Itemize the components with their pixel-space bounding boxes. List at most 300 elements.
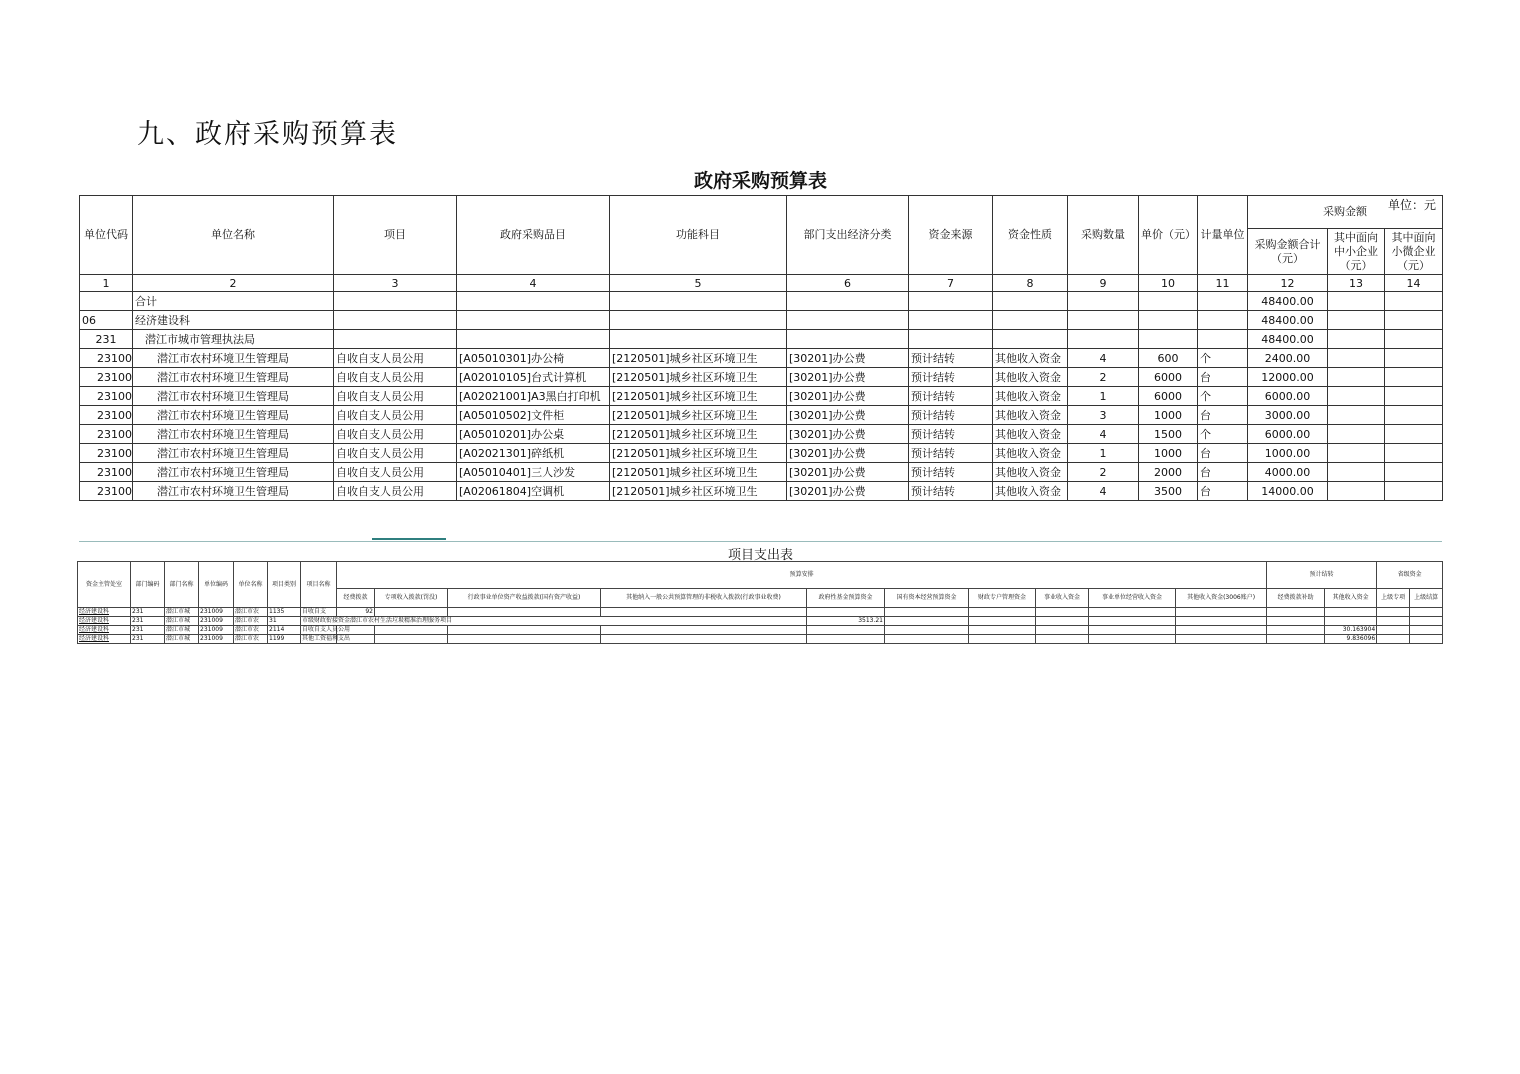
empty-cell [1068, 330, 1139, 349]
cell-name: 潜江市农村环境卫生管理局 [133, 444, 334, 463]
cell-func: [2120501]城乡社区环境卫生 [610, 425, 787, 444]
empty-cell [601, 635, 807, 644]
cell-qty: 2 [1068, 368, 1139, 387]
cell-source: 预计结转 [909, 406, 993, 425]
cell-econ: [30201]办公费 [787, 425, 909, 444]
cell-unit: 台 [1198, 463, 1248, 482]
cell-source: 预计结转 [909, 482, 993, 501]
cell-micro [1385, 387, 1443, 406]
cell-nature: 其他收入资金 [993, 387, 1068, 406]
empty-cell [1410, 617, 1443, 626]
summary-amount: 48400.00 [1248, 292, 1328, 311]
cell-micro [1385, 349, 1443, 368]
t2-sub-budget: 政府性基金预算资金 [807, 589, 885, 608]
procurement-row [80, 406, 1443, 425]
t2-sub-budget: 其他纳入一般公共预算管理的非税收入拨款(行政事业收费) [601, 589, 807, 608]
header-procurement-item: 政府采购品目 [457, 196, 610, 275]
t2-sub-carry: 经费拨款补助 [1267, 589, 1325, 608]
project-row [78, 617, 1443, 626]
empty-cell [1410, 635, 1443, 644]
cell-ucode: 231009 [199, 617, 234, 626]
procurement-row [80, 463, 1443, 482]
cell-micro [1385, 444, 1443, 463]
column-number-row [80, 275, 1443, 292]
t2-group-budget: 预算安排 [337, 562, 1267, 589]
cell-price: 600 [1139, 349, 1198, 368]
procurement-row [80, 482, 1443, 501]
cell-func: [2120501]城乡社区环境卫生 [610, 387, 787, 406]
empty-cell [448, 626, 601, 635]
summary-row [80, 311, 1443, 330]
empty-cell [1328, 292, 1385, 311]
cell-item: [A05010401]三人沙发 [457, 463, 610, 482]
empty-cell [457, 330, 610, 349]
cell-sme [1328, 482, 1385, 501]
page-heading: 九、政府采购预算表 [137, 119, 398, 150]
cell-project: 自收自支人员公用 [334, 387, 457, 406]
cell-econ: [30201]办公费 [787, 368, 909, 387]
cell-dname: 潜江市城 [165, 608, 199, 617]
empty-cell [334, 311, 457, 330]
cell-sme [1328, 463, 1385, 482]
cell-qty: 4 [1068, 482, 1139, 501]
cell-price: 1000 [1139, 406, 1198, 425]
empty-cell [1176, 617, 1267, 626]
empty-cell [1385, 330, 1443, 349]
cell-total: 2400.00 [1248, 349, 1328, 368]
header-measure-unit: 计量单位 [1198, 196, 1248, 275]
empty-cell [1176, 626, 1267, 635]
cell-qty: 3 [1068, 406, 1139, 425]
project-expense-table [77, 561, 1443, 644]
cell-pname: 自收自支人员公用 [302, 626, 351, 633]
cell-price: 2000 [1139, 463, 1198, 482]
empty-cell [1198, 292, 1248, 311]
summary-row [80, 292, 1443, 311]
cell-source: 预计结转 [909, 368, 993, 387]
cell-budget-gov-fund: 3513.21 [807, 617, 885, 626]
empty-cell [1267, 608, 1325, 617]
t2-sub-province: 上级专项 [1377, 589, 1410, 608]
decorative-divider [372, 538, 446, 540]
empty-cell [1377, 608, 1410, 617]
empty-cell [1068, 311, 1139, 330]
empty-cell [1198, 311, 1248, 330]
empty-cell [1267, 626, 1325, 635]
cell-uname: 潜江市农 [234, 617, 268, 626]
cell-project: 自收自支人员公用 [334, 368, 457, 387]
t2-sub-budget: 行政事业单位资产收益拨款(国有资产收益) [448, 589, 601, 608]
cell-micro [1385, 406, 1443, 425]
cell-nature: 其他收入资金 [993, 425, 1068, 444]
header-unit-price: 单价（元） [1139, 196, 1198, 275]
cell-dept: 经济建设科 [78, 635, 131, 644]
cell-sme [1328, 444, 1385, 463]
empty-cell [993, 292, 1068, 311]
cell-price: 6000 [1139, 387, 1198, 406]
cell-name: 潜江市农村环境卫生管理局 [133, 349, 334, 368]
empty-cell [885, 608, 969, 617]
procurement-row [80, 444, 1443, 463]
empty-cell [1410, 608, 1443, 617]
cell-qty: 1 [1068, 444, 1139, 463]
procurement-row [80, 387, 1443, 406]
cell-econ: [30201]办公费 [787, 406, 909, 425]
t2-sub-budget: 财政专户管理资金 [969, 589, 1036, 608]
header-function-subject: 功能科目 [610, 196, 787, 275]
t2-sub-province: 上级结算 [1410, 589, 1443, 608]
header-amount-total: 采购金额合计（元） [1248, 229, 1328, 275]
cell-code: 23100 [80, 368, 133, 387]
empty-cell [909, 311, 993, 330]
t2-header-left: 单位编码 [199, 562, 234, 608]
cell-code: 231 [131, 608, 165, 617]
header-fund-nature: 资金性质 [993, 196, 1068, 275]
t2-group-province: 省级资金 [1377, 562, 1443, 589]
header-amount-group: 采购金额 [1248, 196, 1443, 229]
empty-cell [1036, 626, 1089, 635]
cell-carry-other: 9.836096 [1325, 635, 1377, 644]
empty-cell [1385, 311, 1443, 330]
cell-dept: 经济建设科 [78, 608, 131, 617]
cell-item: [A05010201]办公桌 [457, 425, 610, 444]
procurement-table [79, 195, 1443, 501]
summary-code: 231 [80, 330, 133, 349]
cell-project: 自收自支人员公用 [334, 425, 457, 444]
cell-source: 预计结转 [909, 463, 993, 482]
cell-source: 预计结转 [909, 349, 993, 368]
cell-total: 6000.00 [1248, 425, 1328, 444]
project-row [78, 608, 1443, 617]
t2-sub-budget: 经费拨款 [337, 589, 375, 608]
unit-label: 单位：元 [1387, 198, 1436, 212]
cell-dname: 潜江市城 [165, 635, 199, 644]
cell-econ: [30201]办公费 [787, 349, 909, 368]
cell-budget-funding: 92 [337, 608, 375, 617]
cell-project: 自收自支人员公用 [334, 444, 457, 463]
cell-econ: [30201]办公费 [787, 387, 909, 406]
header-project: 项目 [334, 196, 457, 275]
summary-name: 潜江市城市管理执法局 [133, 330, 334, 349]
cell-name: 潜江市农村环境卫生管理局 [133, 368, 334, 387]
cell-pname: 自收自支 [301, 608, 337, 617]
header-unit-code: 单位代码 [80, 196, 133, 275]
empty-cell [993, 330, 1068, 349]
cell-dept: 经济建设科 [78, 626, 131, 635]
project-row [78, 635, 1443, 644]
empty-cell [1089, 635, 1176, 644]
cell-nature: 其他收入资金 [993, 406, 1068, 425]
cell-uname: 潜江市农 [234, 626, 268, 635]
cell-budget-gov-fund [807, 626, 885, 635]
col-number: 3 [334, 275, 457, 292]
t2-sub-carry: 其他收入资金 [1325, 589, 1377, 608]
empty-cell [1377, 617, 1410, 626]
empty-cell [1328, 330, 1385, 349]
cell-total: 6000.00 [1248, 387, 1328, 406]
t2-sub-budget: 事业单位经营收入资金 [1089, 589, 1176, 608]
header-amount-micro: 其中面向小微企业（元） [1385, 229, 1443, 275]
t2-header-left: 资金主管处室 [78, 562, 131, 608]
empty-cell [1036, 608, 1089, 617]
cell-item: [A02010105]台式计算机 [457, 368, 610, 387]
cell-total: 12000.00 [1248, 368, 1328, 387]
cell-micro [1385, 463, 1443, 482]
empty-cell [448, 608, 601, 617]
cell-ucode: 231009 [199, 626, 234, 635]
cell-qty: 2 [1068, 463, 1139, 482]
cell-code: 23100 [80, 463, 133, 482]
cell-func: [2120501]城乡社区环境卫生 [610, 406, 787, 425]
procurement-table-title: 政府采购预算表 [693, 170, 827, 192]
empty-cell [969, 626, 1036, 635]
summary-amount: 48400.00 [1248, 330, 1328, 349]
col-number: 1 [80, 275, 133, 292]
cell-cat: 2114 [268, 626, 301, 635]
col-number: 8 [993, 275, 1068, 292]
col-number: 6 [787, 275, 909, 292]
empty-cell [787, 330, 909, 349]
cell-code: 23100 [80, 482, 133, 501]
empty-cell [885, 635, 969, 644]
cell-price: 3500 [1139, 482, 1198, 501]
cell-econ: [30201]办公费 [787, 444, 909, 463]
cell-sme [1328, 368, 1385, 387]
header-amount-sme: 其中面向中小企业（元） [1328, 229, 1385, 275]
cell-dname: 潜江市城 [165, 626, 199, 635]
empty-cell [457, 292, 610, 311]
cell-nature: 其他收入资金 [993, 482, 1068, 501]
cell-price: 1500 [1139, 425, 1198, 444]
empty-cell [993, 311, 1068, 330]
project-expense-title: 项目支出表 [79, 541, 1442, 563]
summary-row [80, 330, 1443, 349]
cell-cat: 1199 [268, 635, 301, 644]
empty-cell [1410, 626, 1443, 635]
cell-nature: 其他收入资金 [993, 444, 1068, 463]
cell-name: 潜江市农村环境卫生管理局 [133, 482, 334, 501]
empty-cell [1176, 635, 1267, 644]
t2-sub-budget: 事业收入资金 [1036, 589, 1089, 608]
cell-qty: 1 [1068, 387, 1139, 406]
cell-func: [2120501]城乡社区环境卫生 [610, 444, 787, 463]
cell-code: 231 [131, 635, 165, 644]
cell-code: 23100 [80, 349, 133, 368]
cell-unit: 台 [1198, 406, 1248, 425]
cell-cat: 1135 [268, 608, 301, 617]
cell-name: 潜江市农村环境卫生管理局 [133, 406, 334, 425]
empty-cell [1089, 617, 1176, 626]
cell-project: 自收自支人员公用 [334, 463, 457, 482]
cell-budget-gov-fund [807, 608, 885, 617]
empty-cell [787, 311, 909, 330]
cell-unit: 台 [1198, 482, 1248, 501]
cell-dept: 经济建设科 [78, 617, 131, 626]
header-unit-name: 单位名称 [133, 196, 334, 275]
empty-cell [885, 626, 969, 635]
cell-func: [2120501]城乡社区环境卫生 [610, 349, 787, 368]
cell-unit: 台 [1198, 444, 1248, 463]
cell-name: 潜江市农村环境卫生管理局 [133, 463, 334, 482]
cell-carry-other [1325, 608, 1377, 617]
empty-cell [610, 330, 787, 349]
empty-cell [601, 608, 807, 617]
empty-cell [1139, 292, 1198, 311]
empty-cell [448, 635, 601, 644]
empty-cell [969, 608, 1036, 617]
cell-func: [2120501]城乡社区环境卫生 [610, 368, 787, 387]
cell-uname: 潜江市农 [234, 608, 268, 617]
col-number: 13 [1328, 275, 1385, 292]
cell-nature: 其他收入资金 [993, 368, 1068, 387]
cell-econ: [30201]办公费 [787, 482, 909, 501]
cell-sme [1328, 349, 1385, 368]
cell-pname: 其他工资福利支出 [302, 635, 351, 642]
summary-code: 06 [80, 311, 133, 330]
cell-project: 自收自支人员公用 [334, 406, 457, 425]
cell-micro [1385, 482, 1443, 501]
summary-amount: 48400.00 [1248, 311, 1328, 330]
cell-item: [A02021001]A3黑白打印机 [457, 387, 610, 406]
cell-nature: 其他收入资金 [993, 463, 1068, 482]
empty-cell [610, 292, 787, 311]
header-economic-class: 部门支出经济分类 [787, 196, 909, 275]
cell-func: [2120501]城乡社区环境卫生 [610, 482, 787, 501]
empty-cell [457, 311, 610, 330]
empty-cell [334, 292, 457, 311]
cell-code: 231 [131, 617, 165, 626]
cell-sme [1328, 387, 1385, 406]
col-number: 5 [610, 275, 787, 292]
t2-sub-budget: 其他收入资金(3006账户) [1176, 589, 1267, 608]
procurement-row [80, 368, 1443, 387]
cell-source: 预计结转 [909, 444, 993, 463]
cell-total: 4000.00 [1248, 463, 1328, 482]
empty-cell [334, 330, 457, 349]
empty-cell [1068, 292, 1139, 311]
empty-cell [1328, 311, 1385, 330]
empty-cell [969, 635, 1036, 644]
cell-budget-gov-fund [807, 635, 885, 644]
cell-unit: 个 [1198, 349, 1248, 368]
header-fund-source: 资金来源 [909, 196, 993, 275]
procurement-row [80, 425, 1443, 444]
empty-cell [1385, 292, 1443, 311]
cell-total: 3000.00 [1248, 406, 1328, 425]
empty-cell [1139, 311, 1198, 330]
cell-total: 1000.00 [1248, 444, 1328, 463]
cell-price: 1000 [1139, 444, 1198, 463]
empty-cell [1267, 617, 1325, 626]
empty-cell [1089, 626, 1176, 635]
cell-micro [1385, 425, 1443, 444]
cell-unit: 台 [1198, 368, 1248, 387]
cell-item: [A02021301]碎纸机 [457, 444, 610, 463]
cell-code: 23100 [80, 444, 133, 463]
cell-name: 潜江市农村环境卫生管理局 [133, 425, 334, 444]
empty-cell [1377, 635, 1410, 644]
summary-name: 经济建设科 [133, 311, 334, 330]
t2-header-left: 项目名称 [301, 562, 337, 608]
cell-project: 自收自支人员公用 [334, 349, 457, 368]
cell-uname: 潜江市农 [234, 635, 268, 644]
t2-header-left: 部门编码 [131, 562, 165, 608]
t2-sub-budget: 国有资本经营预算资金 [885, 589, 969, 608]
cell-dname: 潜江市城 [165, 617, 199, 626]
col-number: 14 [1385, 275, 1443, 292]
empty-cell [787, 292, 909, 311]
cell-sme [1328, 406, 1385, 425]
cell-unit: 个 [1198, 425, 1248, 444]
col-number: 7 [909, 275, 993, 292]
procurement-row [80, 349, 1443, 368]
cell-unit: 个 [1198, 387, 1248, 406]
cell-econ: [30201]办公费 [787, 463, 909, 482]
cell-code: 23100 [80, 406, 133, 425]
empty-cell [1176, 608, 1267, 617]
empty-cell [1089, 608, 1176, 617]
cell-name: 潜江市农村环境卫生管理局 [133, 387, 334, 406]
cell-item: [A05010502]文件柜 [457, 406, 610, 425]
header-quantity: 采购数量 [1068, 196, 1139, 275]
cell-pname: 市级财政衔接资金潜江市农村生活垃圾精准治理服务项目 [301, 617, 807, 626]
empty-cell [375, 608, 448, 617]
cell-ucode: 231009 [199, 608, 234, 617]
cell-carry-other [1325, 617, 1377, 626]
col-number: 4 [457, 275, 610, 292]
cell-ucode: 231009 [199, 635, 234, 644]
col-number: 10 [1139, 275, 1198, 292]
cell-micro [1385, 368, 1443, 387]
empty-cell [1198, 330, 1248, 349]
t2-header-left: 单位名称 [234, 562, 268, 608]
t2-sub-budget: 专项收入拨款(罚没) [375, 589, 448, 608]
empty-cell [1267, 635, 1325, 644]
cell-price: 6000 [1139, 368, 1198, 387]
cell-item: [A02061804]空调机 [457, 482, 610, 501]
cell-func: [2120501]城乡社区环境卫生 [610, 463, 787, 482]
col-number: 9 [1068, 275, 1139, 292]
empty-cell [909, 292, 993, 311]
col-number: 2 [133, 275, 334, 292]
cell-source: 预计结转 [909, 425, 993, 444]
summary-code [80, 292, 133, 311]
cell-code: 23100 [80, 387, 133, 406]
cell-total: 14000.00 [1248, 482, 1328, 501]
cell-cat: 31 [268, 617, 301, 626]
col-number: 11 [1198, 275, 1248, 292]
cell-sme [1328, 425, 1385, 444]
summary-name: 合计 [133, 292, 334, 311]
empty-cell [909, 330, 993, 349]
empty-cell [1139, 330, 1198, 349]
cell-source: 预计结转 [909, 387, 993, 406]
empty-cell [610, 311, 787, 330]
col-number: 12 [1248, 275, 1328, 292]
cell-carry-other: 30.163904 [1325, 626, 1377, 635]
t2-group-carry: 预计结转 [1267, 562, 1377, 589]
project-row [78, 626, 1443, 635]
cell-item: [A05010301]办公椅 [457, 349, 610, 368]
cell-project: 自收自支人员公用 [334, 482, 457, 501]
empty-cell [885, 617, 969, 626]
empty-cell [375, 635, 448, 644]
t2-header-left: 部门名称 [165, 562, 199, 608]
cell-qty: 4 [1068, 425, 1139, 444]
empty-cell [375, 626, 448, 635]
empty-cell [601, 626, 807, 635]
cell-nature: 其他收入资金 [993, 349, 1068, 368]
